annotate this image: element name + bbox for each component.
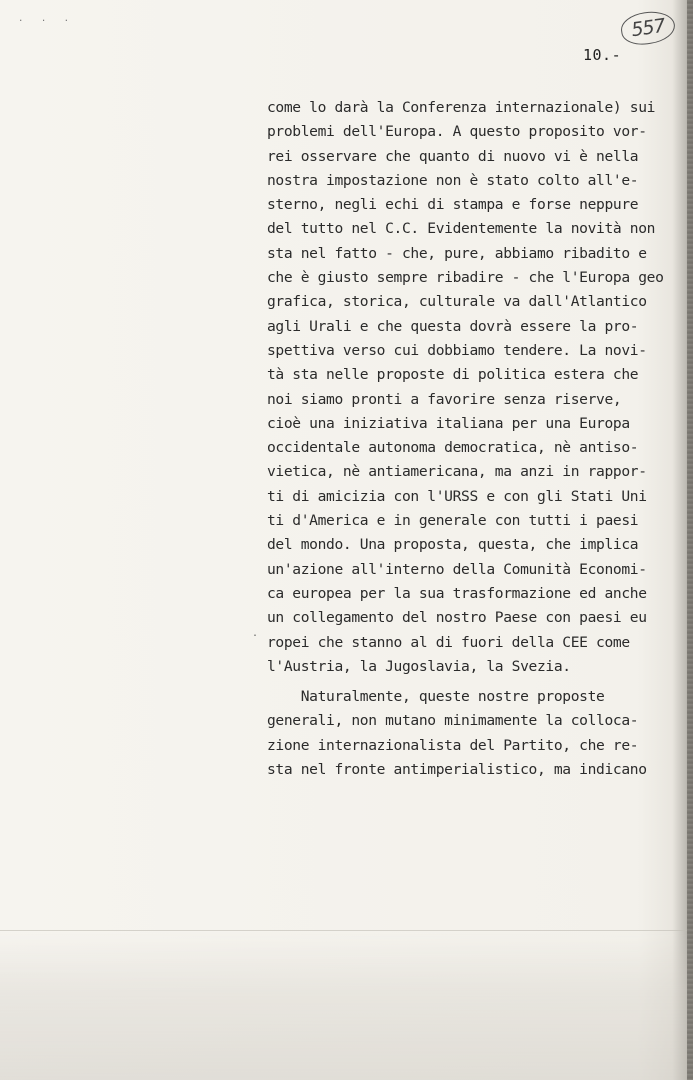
text-line: noi siamo pronti a favorire senza riserve, xyxy=(267,390,622,408)
folio-stamp xyxy=(619,8,677,47)
text-line: ti di amicizia con l'URSS e con gli Stati Uni xyxy=(267,487,647,505)
text-line: agli Urali e che questa dovrà essere la pro- xyxy=(267,317,639,335)
folio-number: 557 xyxy=(629,14,666,42)
text-line: che è giusto sempre ribadire - che l'Europa geo xyxy=(267,269,664,287)
text-line: occidentale autonoma democratica, nè antiso- xyxy=(267,439,639,457)
text-line: un'azione all'interno della Comunità Economi- xyxy=(267,560,647,578)
text-line: l'Austria, la Jugoslavia, la Svezia. xyxy=(267,657,571,675)
text-line: ti d'America e in generale con tutti i paesi xyxy=(267,512,639,530)
text-line: ropei che stanno al di fuori della CEE come xyxy=(267,633,630,651)
scan-edge xyxy=(687,0,693,1080)
text-line: un collegamento del nostro Paese con paesi eu xyxy=(267,609,647,627)
text-line: sta nel fatto - che, pure, abbiamo ribadito e xyxy=(267,244,647,262)
text-line: del mondo. Una proposta, questa, che implica xyxy=(267,536,639,554)
text-line: rei osservare che quanto di nuovo vi è nella xyxy=(267,147,639,165)
text-line: tà sta nelle proposte di politica estera che xyxy=(267,366,639,384)
text-line: Naturalmente, queste nostre proposte xyxy=(267,688,605,706)
text-line: sterno, negli echi di stampa e forse neppure xyxy=(267,196,639,214)
text-line: grafica, storica, culturale va dall'Atlantico xyxy=(267,293,647,311)
text-line: vietica, nè antiamericana, ma anzi in rappor- xyxy=(267,463,647,481)
margin-mark: . xyxy=(252,628,259,639)
text-line: ca europea per la sua trasformazione ed anche xyxy=(267,584,647,602)
text-line: nostra impostazione non è stato colto all'e- xyxy=(267,171,639,189)
text-line: spettiva verso cui dobbiamo tendere. La novi- xyxy=(267,341,647,359)
scan-shadow xyxy=(0,930,693,1080)
page-number: 10.- xyxy=(583,46,622,64)
text-line: del tutto nel C.C. Evidentemente la novità non xyxy=(267,220,656,238)
body-text xyxy=(267,96,677,782)
text-line: problemi dell'Europa. A questo proposito vor- xyxy=(267,123,647,141)
text-line: come lo darà la Conferenza internazionale) sui xyxy=(267,99,656,116)
text-line: cioè una iniziativa italiana per una Europa xyxy=(267,414,630,432)
text-line: zione internazionalista del Partito, che re- xyxy=(267,736,639,754)
text-line: sta nel fronte antimperialistico, ma indicano xyxy=(267,761,647,779)
text-line: generali, non mutano minimamente la colloca- xyxy=(267,712,639,730)
corner-specks: . . . xyxy=(18,14,76,24)
